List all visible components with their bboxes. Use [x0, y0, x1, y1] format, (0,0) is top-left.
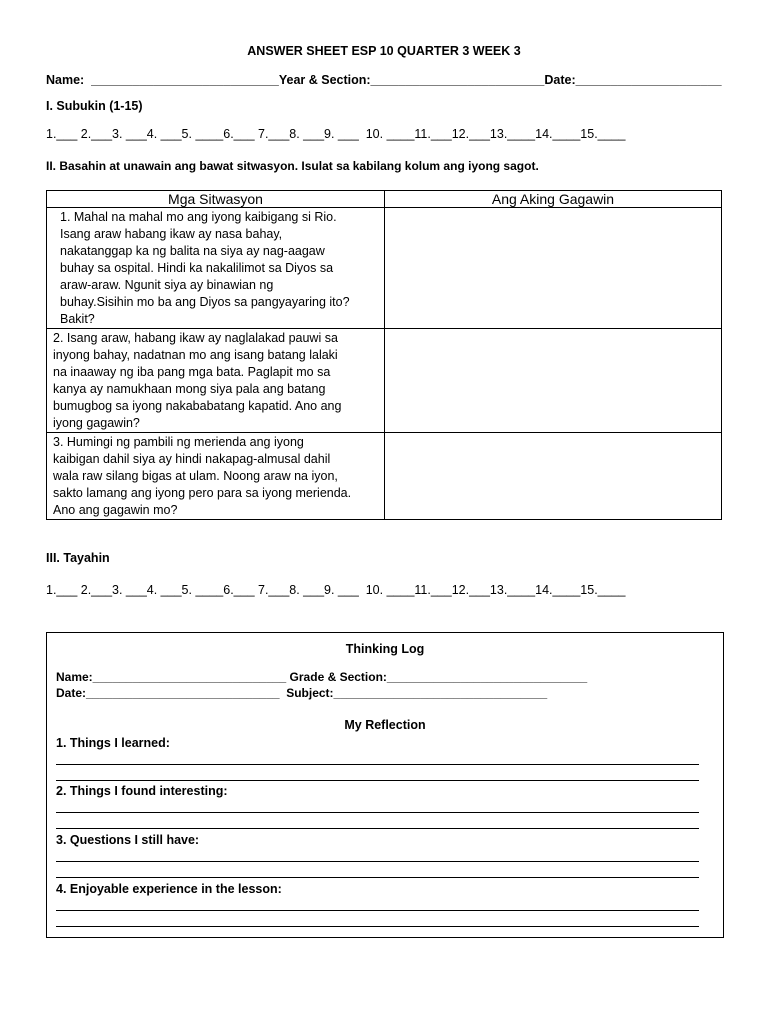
- situations-table: [46, 190, 722, 520]
- thinking-log-box: [46, 632, 724, 938]
- part1-heading: I. Subukin (1-15): [46, 99, 143, 113]
- situation-text: 2. Isang araw, habang ikaw ay naglalakad pauwi sa inyong bahay, nadatnan mo ang isang batang lalaki na inaaway ng iba pang mga bata. Paglapit mo sa kanya ay namukhaan mong siya pala ang batang bumugbog sa iyong nakababatang kapatid. Ano ang iyong gagawin?: [53, 331, 342, 430]
- prompt-questions: 3. Questions I still have:: [56, 833, 200, 847]
- writing-line: [56, 910, 699, 911]
- situation-cell: [47, 433, 385, 520]
- table-row: [47, 208, 722, 329]
- answer-cell[interactable]: [385, 433, 722, 520]
- writing-line: [56, 828, 699, 829]
- reflection-title: My Reflection: [344, 718, 426, 732]
- situation-text: 1. Mahal na mahal mo ang iyong kaibigang si Rio. Isang araw habang ikaw ay nasa bahay, nakatanggap ka ng balita na siya ay nag-aagaw buhay sa ospital. Hindi ka nakalilimot sa Diyos sa araw-araw. Ngunit siya ay binawian ng buhay.Sisihin mo ba ang Diyos sa pangyayaring ito? Bakit?: [60, 210, 350, 326]
- answer-cell[interactable]: [385, 329, 722, 433]
- column-header-answers: Ang Aking Gagawin: [385, 191, 722, 208]
- situation-cell: [47, 208, 385, 329]
- writing-line: [56, 877, 699, 878]
- writing-line: [56, 812, 699, 813]
- writing-line: [56, 926, 699, 927]
- answer-cell[interactable]: [385, 208, 722, 329]
- part2-heading: II. Basahin at unawain ang bawat sitwasyon. Isulat sa kabilang kolum ang iyong sagot.: [46, 159, 539, 173]
- part3-heading: III. Tayahin: [46, 551, 110, 565]
- log-date-subject-line: Date:_____________________________ Subject:________________________________: [56, 686, 548, 700]
- writing-line: [56, 861, 699, 862]
- prompt-things-interesting: 2. Things I found interesting:: [56, 784, 228, 798]
- log-name-grade-line: Name:_____________________________ Grade & Section:______________________________: [56, 670, 588, 684]
- table-row: [47, 329, 722, 433]
- prompt-enjoyable-experience: 4. Enjoyable experience in the lesson:: [56, 882, 282, 896]
- situation-cell: [47, 329, 385, 433]
- situation-text: 3. Humingi ng pambili ng merienda ang iyong kaibigan dahil siya ay hindi nakapag-almusal dahil wala raw silang bigas at ulam. Noong araw na iyon, sakto lamang ang iyong pero para sa iyong merienda. Ano ang gagawin mo?: [53, 435, 352, 517]
- part3-answer-blanks: 1.___ 2.___3. ___4. ___5. ____6.___ 7.___8. ___9. ___ 10. ____11.___12.___13.____14.____15.____: [46, 583, 626, 597]
- page-title: ANSWER SHEET ESP 10 QUARTER 3 WEEK 3: [247, 44, 521, 58]
- part1-answer-blanks: 1.___ 2.___3. ___4. ___5. ____6.___ 7.___8. ___9. ___ 10. ____11.___12.___13.____14.____15.____: [46, 127, 626, 141]
- thinking-log-title: Thinking Log: [345, 642, 425, 656]
- table-header-row: [47, 191, 722, 208]
- prompt-things-learned: 1. Things I learned:: [56, 736, 170, 750]
- column-header-situations: Mga Sitwasyon: [47, 191, 385, 208]
- writing-line: [56, 780, 699, 781]
- table-row: [47, 433, 722, 520]
- writing-line: [56, 764, 699, 765]
- name-section-date-line: Name: ___________________________Year & Section:_________________________Date:_____________________: [46, 73, 722, 87]
